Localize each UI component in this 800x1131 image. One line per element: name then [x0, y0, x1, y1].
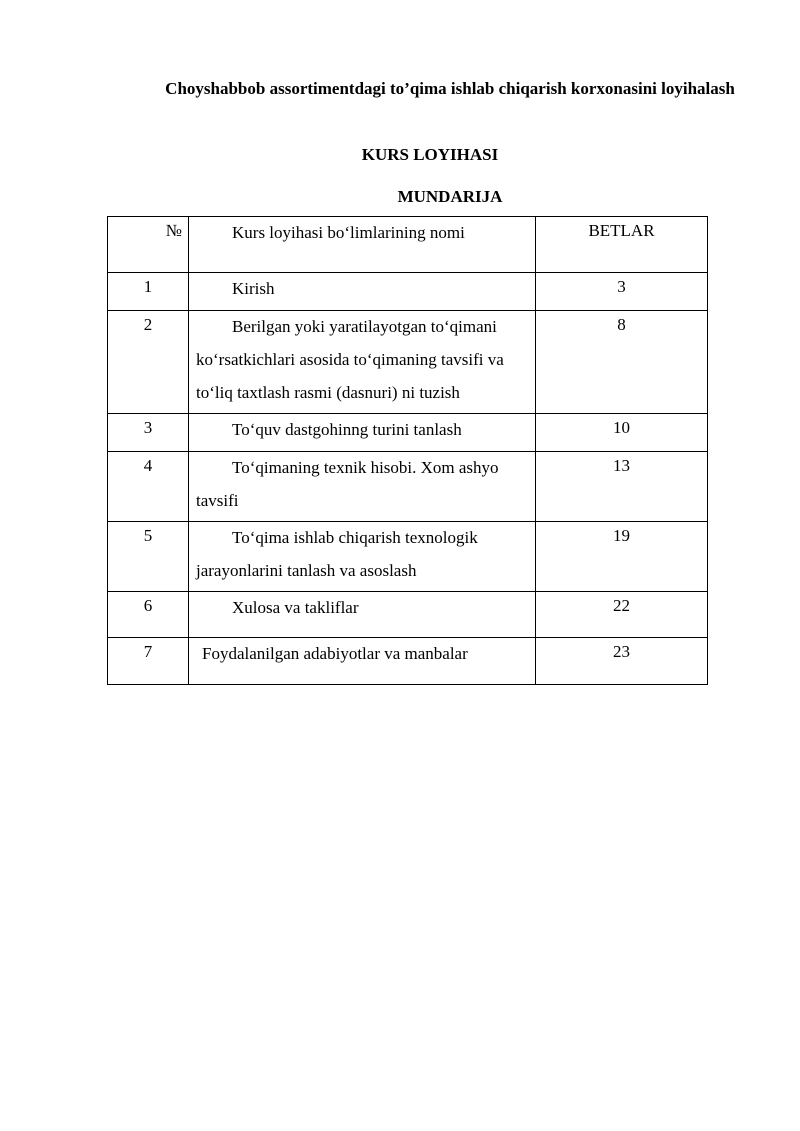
contents-table: [107, 216, 708, 685]
row-page: 19: [536, 522, 708, 592]
row-page: 13: [536, 452, 708, 522]
row-page: 22: [536, 592, 708, 638]
row-page: 10: [536, 414, 708, 452]
row-number: 6: [108, 592, 189, 638]
row-section: [189, 452, 536, 522]
row-section-label: Berilgan yoki yaratilayotgan to‘qimani ko‘rsatkichlari asosida to‘qimaning tavsifi va to‘liq taxtlash rasmi (dasnuri) ni tuzish: [196, 317, 504, 402]
row-page: 8: [536, 311, 708, 414]
row-section: [189, 592, 536, 638]
document-subtitle: KURS LOYIHASI: [361, 145, 499, 164]
contents-heading: MUNDARIJA: [397, 187, 503, 206]
row-section: [189, 638, 536, 685]
document-title: Choyshabbob assortimentdagi to’qima ishlab chiqarish korxonasini loyihalash: [165, 79, 735, 98]
row-number: 5: [108, 522, 189, 592]
row-page: 3: [536, 273, 708, 311]
table-row: [108, 414, 708, 452]
row-section: [189, 414, 536, 452]
row-section-label: To‘qima ishlab chiqarish texnologik jarayonlarini tanlash va asoslash: [196, 528, 478, 580]
row-section-label: Xulosa va takliflar: [232, 598, 359, 617]
row-section-label: To‘qimaning texnik hisobi. Xom ashyo tavsifi: [196, 458, 499, 510]
row-section: [189, 273, 536, 311]
table-row: [108, 452, 708, 522]
table-row: [108, 522, 708, 592]
table-row: [108, 592, 708, 638]
row-section-label: To‘quv dastgohinng turini tanlash: [232, 420, 462, 439]
row-page: 23: [536, 638, 708, 685]
row-number: 7: [108, 638, 189, 685]
table-row: [108, 311, 708, 414]
table-header-row: [108, 217, 708, 273]
row-section: [189, 311, 536, 414]
header-section: [189, 217, 536, 273]
table-row: [108, 273, 708, 311]
header-number: №: [108, 217, 189, 273]
header-pages: BETLAR: [536, 217, 708, 273]
header-section-label: Kurs loyihasi bo‘limlarining nomi: [232, 223, 465, 242]
row-number: 1: [108, 273, 189, 311]
row-section-label: Foydalanilgan adabiyotlar va manbalar: [202, 644, 468, 663]
row-number: 3: [108, 414, 189, 452]
row-section-label: Kirish: [232, 279, 275, 298]
row-number: 4: [108, 452, 189, 522]
row-section: [189, 522, 536, 592]
row-number: 2: [108, 311, 189, 414]
table-row: [108, 638, 708, 685]
